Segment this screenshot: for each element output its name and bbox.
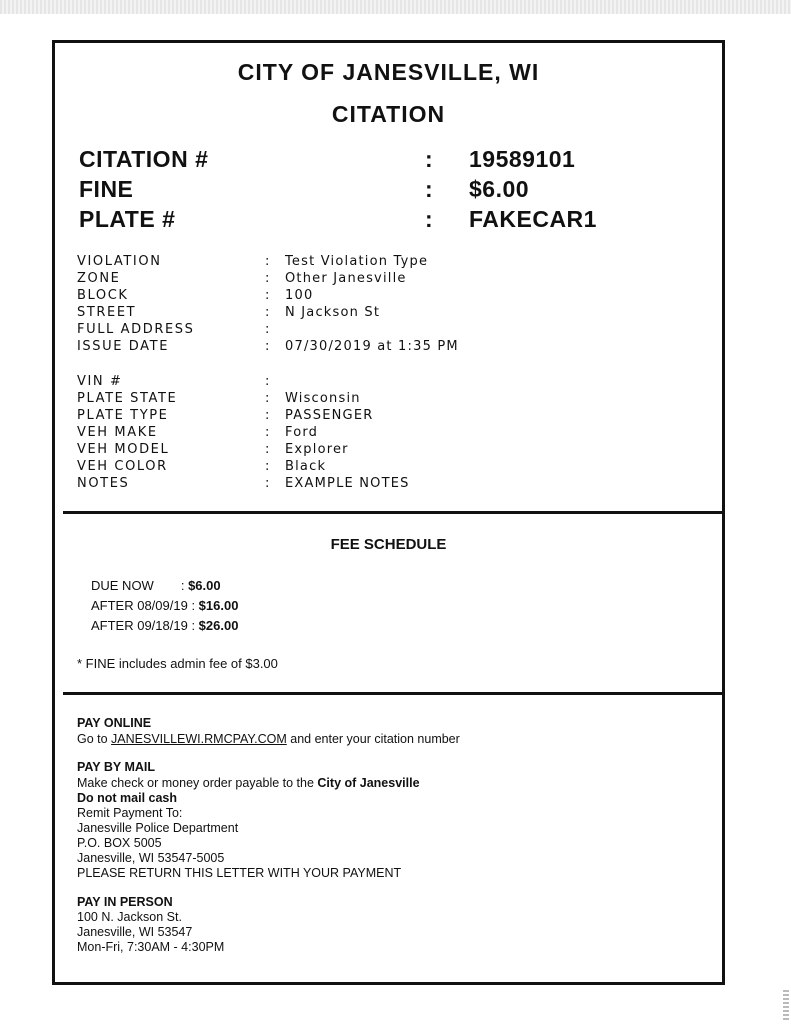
remit-label: Remit Payment To: [77, 806, 183, 820]
pay-online-instructions [77, 732, 460, 746]
fee-row [91, 578, 221, 593]
colon: : [425, 146, 433, 172]
zone-label: ZONE [77, 271, 121, 286]
colon: : [265, 459, 270, 474]
issue-date-value: 07/30/2019 at 1:35 PM [285, 339, 459, 354]
fee-note: * FINE includes admin fee of $3.00 [77, 656, 278, 671]
mail-department: Janesville Police Department [77, 821, 239, 835]
citation-document [52, 40, 725, 985]
veh-make-label: VEH MAKE [77, 425, 158, 440]
fee-row [91, 618, 238, 633]
colon: : [265, 476, 270, 491]
issue-date-label: ISSUE DATE [77, 339, 170, 354]
payable-to-line [77, 776, 420, 790]
colon: : [265, 374, 270, 389]
colon: : [265, 271, 270, 286]
fee-row-value: $16.00 [198, 598, 239, 613]
colon: : [265, 288, 270, 303]
fee-schedule-title: FEE SCHEDULE [330, 536, 447, 553]
plate-type-label: PLATE TYPE [77, 408, 169, 423]
section-divider [63, 511, 724, 514]
payee-name: City of Janesville [317, 776, 420, 790]
payable-to-prefix: Make check or money order payable to the [77, 776, 318, 790]
colon: : [265, 305, 270, 320]
fee-row [91, 598, 238, 613]
vin-label: VIN # [77, 374, 123, 389]
colon: : [265, 322, 270, 337]
fee-row-value: $6.00 [188, 578, 221, 593]
fee-row-separator: : [180, 578, 189, 593]
pay-online-heading: PAY ONLINE [77, 716, 152, 730]
citation-number-label: CITATION # [79, 146, 209, 172]
colon: : [265, 425, 270, 440]
veh-color-label: VEH COLOR [77, 459, 168, 474]
veh-model-value: Explorer [285, 442, 349, 457]
colon: : [425, 206, 433, 232]
fee-row-label: DUE NOW [91, 578, 154, 593]
colon: : [265, 254, 270, 269]
violation-label: VIOLATION [77, 254, 162, 269]
fee-row-label: AFTER 08/09/19 [91, 598, 188, 613]
notes-value: EXAMPLE NOTES [285, 476, 410, 491]
block-label: BLOCK [77, 288, 129, 303]
mail-po-box: P.O. BOX 5005 [77, 836, 162, 850]
notes-label: NOTES [77, 476, 130, 491]
office-city: Janesville, WI 53547 [77, 925, 193, 939]
scan-edge-mark [783, 990, 789, 1020]
payment-website-link[interactable]: JANESVILLEWI.RMCPAY.COM [111, 732, 287, 746]
scan-edge [0, 0, 791, 14]
citation-number-value: 19589101 [469, 146, 576, 172]
no-cash-warning: Do not mail cash [77, 791, 178, 805]
veh-color-value: Black [285, 459, 327, 474]
plate-state-label: PLATE STATE [77, 391, 178, 406]
section-divider [63, 692, 724, 695]
office-address: 100 N. Jackson St. [77, 910, 182, 924]
city-title: CITY OF JANESVILLE, WI [237, 59, 540, 85]
fee-row-label: AFTER 09/18/19 [91, 618, 188, 633]
fine-label: FINE [79, 176, 134, 202]
colon: : [425, 176, 433, 202]
fee-row-separator: : [187, 598, 199, 613]
colon: : [265, 408, 270, 423]
fine-value: $6.00 [469, 176, 530, 202]
pay-by-mail-heading: PAY BY MAIL [77, 760, 156, 774]
mail-city: Janesville, WI 53547-5005 [77, 851, 225, 865]
zone-value: Other Janesville [285, 271, 407, 286]
pay-online-prefix: Go to [77, 732, 112, 746]
street-value: N Jackson St [285, 305, 381, 320]
document-type-title: CITATION [331, 101, 446, 127]
colon: : [265, 339, 270, 354]
veh-make-value: Ford [285, 425, 319, 440]
plate-type-value: PASSENGER [285, 408, 374, 423]
street-label: STREET [77, 305, 137, 320]
office-hours: Mon-Fri, 7:30AM - 4:30PM [77, 940, 225, 954]
fee-row-separator: : [187, 618, 199, 633]
plate-state-value: Wisconsin [285, 391, 361, 406]
violation-value: Test Violation Type [285, 254, 429, 269]
plate-label: PLATE # [79, 206, 176, 232]
block-value: 100 [285, 288, 314, 303]
colon: : [265, 391, 270, 406]
colon: : [265, 442, 270, 457]
pay-in-person-heading: PAY IN PERSON [77, 895, 173, 909]
plate-value: FAKECAR1 [469, 206, 597, 232]
return-letter-instruction: PLEASE RETURN THIS LETTER WITH YOUR PAYMENT [77, 866, 402, 880]
fee-row-value: $26.00 [198, 618, 239, 633]
veh-model-label: VEH MODEL [77, 442, 170, 457]
pay-online-suffix: and enter your citation number [286, 732, 460, 746]
full-address-label: FULL ADDRESS [77, 322, 195, 337]
